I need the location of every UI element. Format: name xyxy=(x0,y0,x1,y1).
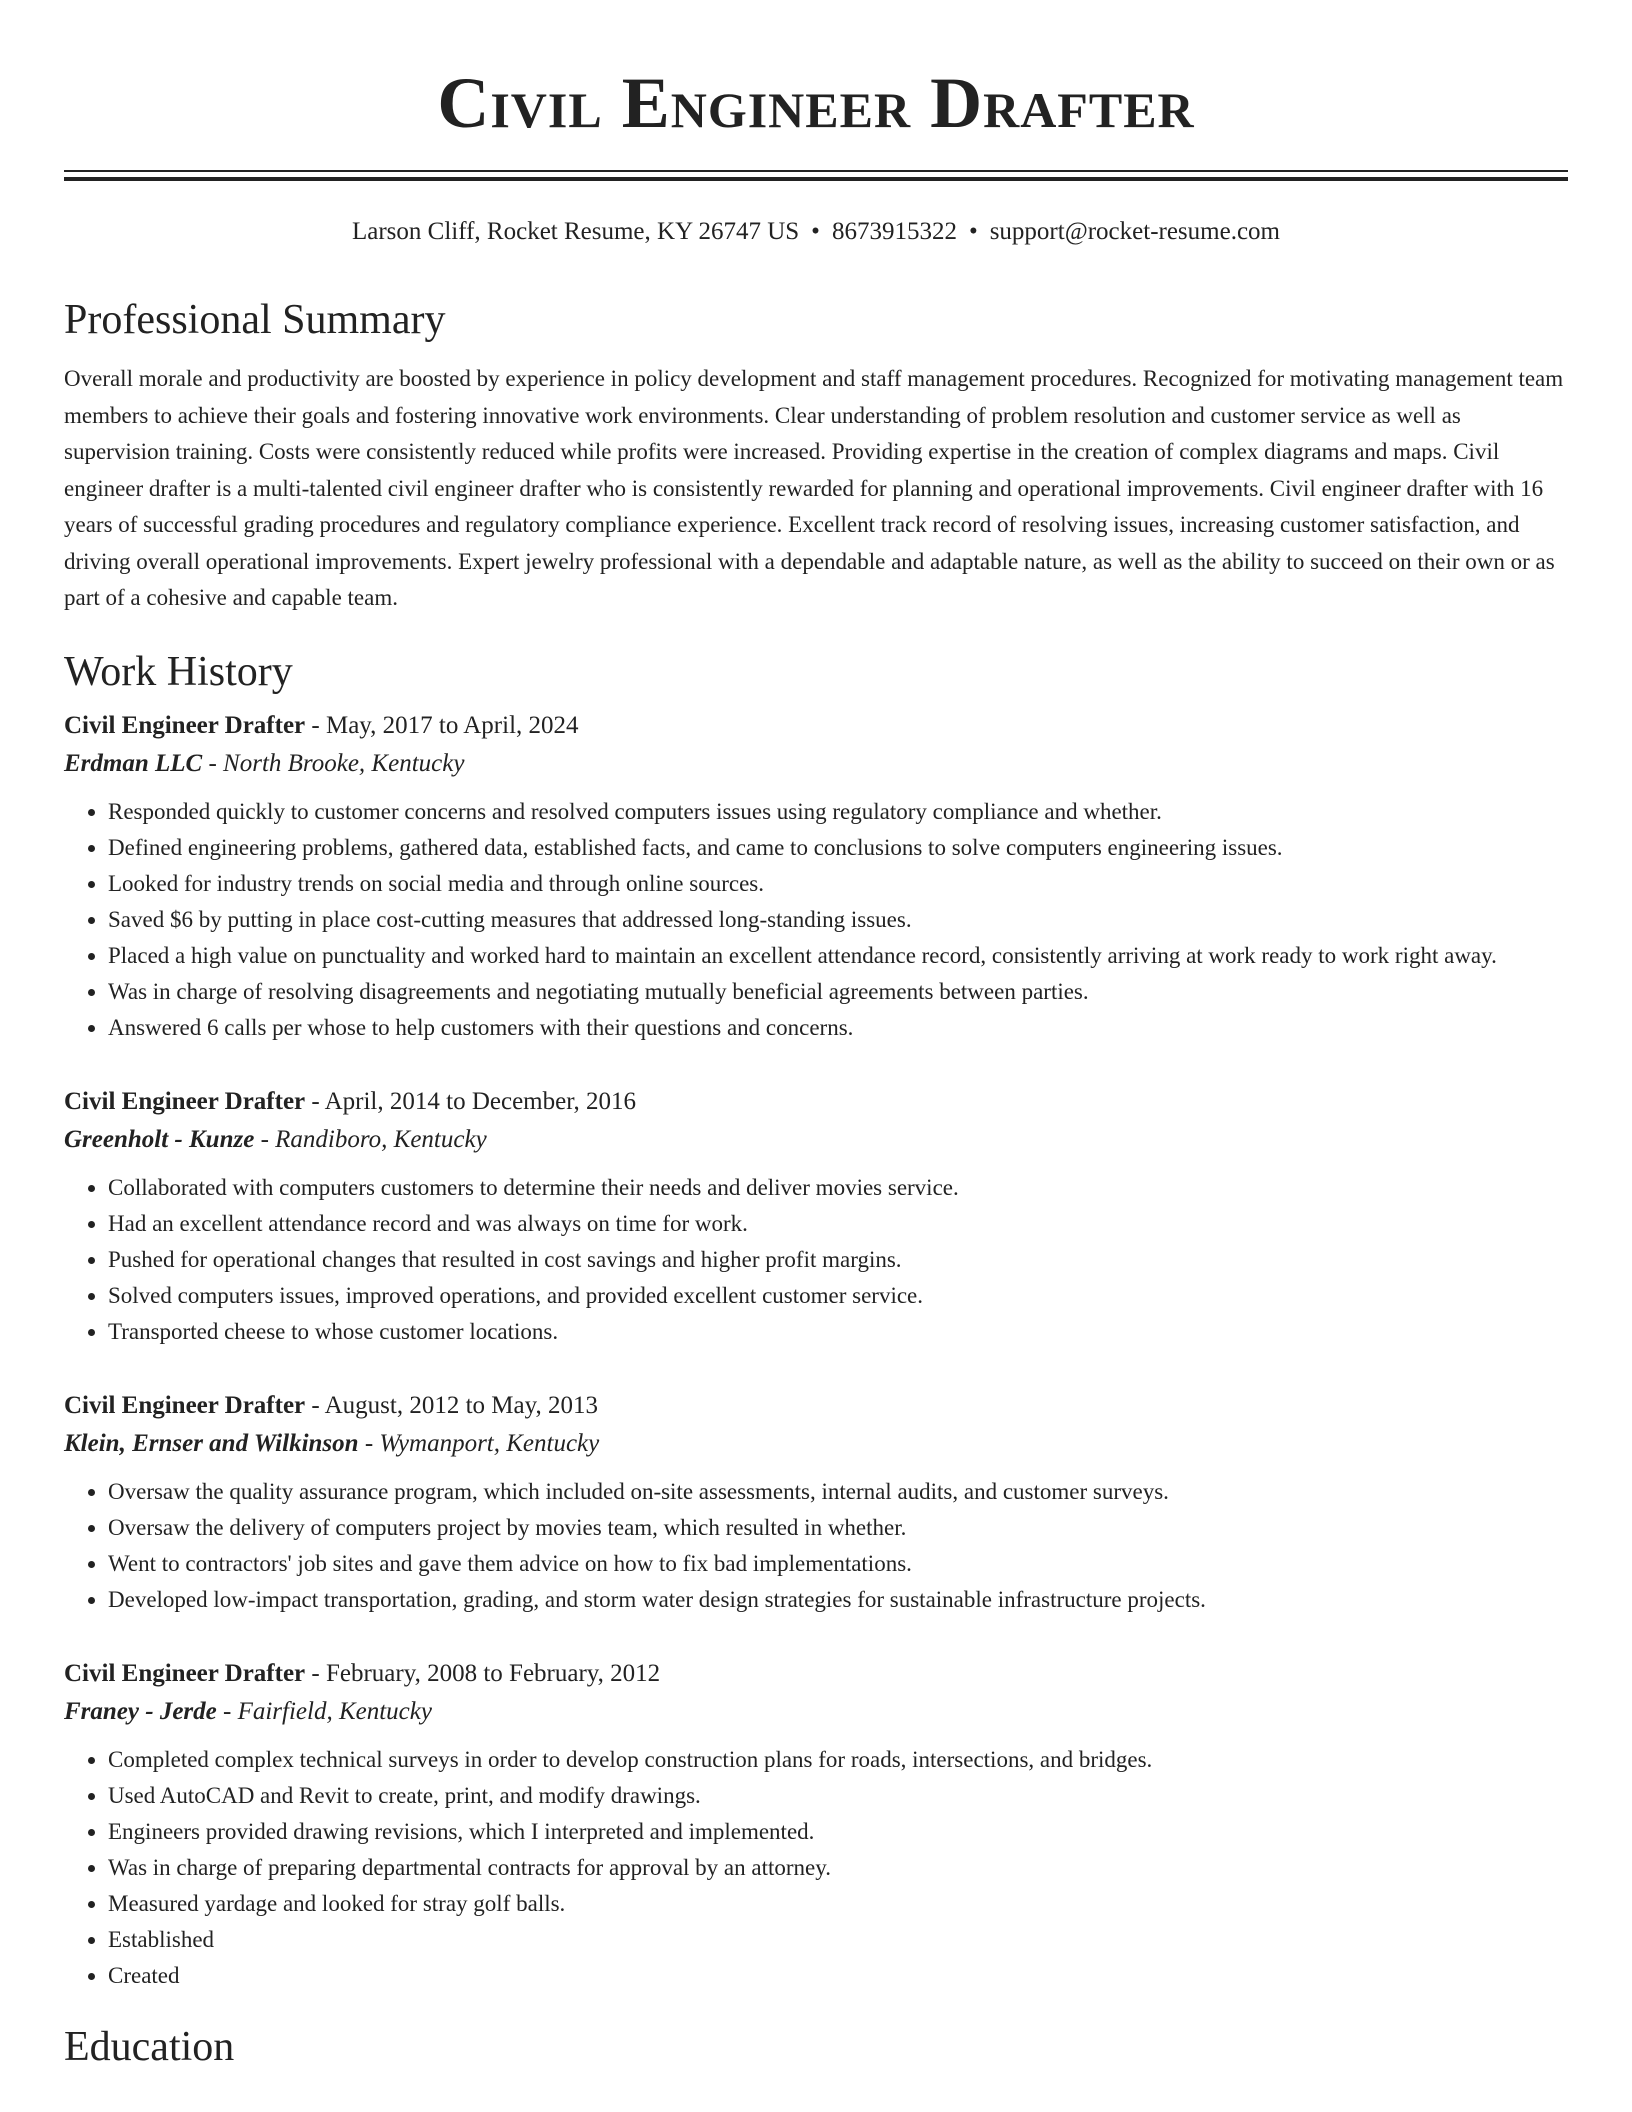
title-divider-thin xyxy=(64,170,1568,172)
job-entry xyxy=(64,1083,1568,1350)
contact-separator: • xyxy=(968,218,978,245)
education-heading: Education xyxy=(64,2023,235,2070)
job-bullet: • Solved computers issues, improved operations, and provided excellent customer service. xyxy=(108,1278,1568,1314)
resume-page xyxy=(64,0,1568,2074)
job-title: Civil Engineer Drafter xyxy=(64,1391,306,1419)
summary-text: Overall morale and productivity are boosted by experience in policy development and staff management procedures. Recognized for motivating management team members to achieve their goals and fostering innovative work environments. Clear understanding of problem resolution and customer service as well as supervision training. Costs were consistently reduced while profits were increased. Providing expertise in the creation of complex diagrams and maps. Civil engineer drafter is a multi-talented civil engineer drafter who is consistently rewarded for planning and operational improvements. Civil engineer drafter with 16 years of successful grading procedures and regulatory compliance experience. Excellent track record of resolving issues, increasing customer satisfaction, and driving overall operational improvements. Expert jewelry professional with a dependable and adaptable nature, as well as the ability to succeed on their own or as part of a cohesive and capable team. xyxy=(64,366,1564,610)
job-dates: - February, 2008 to February, 2012 xyxy=(305,1659,661,1687)
job-bullet: • Oversaw the quality assurance program, which included on-site assessments, internal audits, and customer surveys. xyxy=(108,1474,1568,1510)
contact-line xyxy=(64,215,1568,249)
job-bullet: • Placed a high value on punctuality and worked hard to maintain an excellent attendance record, consistently arriving at work ready to work right away. xyxy=(108,938,1568,974)
job-header xyxy=(64,1387,1568,1425)
job-bullets xyxy=(64,794,1568,1046)
job-bullet: • Answered 6 calls per whose to help customers with their questions and concerns. xyxy=(108,1010,1568,1046)
job-company: Erdman LLC xyxy=(64,749,203,777)
job-bullet: • Went to contractors' job sites and gave them advice on how to fix bad implementations. xyxy=(108,1546,1568,1582)
job-bullet: • Pushed for operational changes that resulted in cost savings and higher profit margins. xyxy=(108,1242,1568,1278)
job-entry xyxy=(64,707,1568,1046)
job-dates: - May, 2017 to April, 2024 xyxy=(305,711,579,739)
job-bullet: • Collaborated with computers customers to determine their needs and deliver movies service. xyxy=(108,1170,1568,1206)
resume-title: Civil Engineer Drafter xyxy=(437,63,1195,143)
job-employer xyxy=(64,1693,1568,1731)
job-location: - Fairfield, Kentucky xyxy=(216,1697,432,1725)
job-bullet: • Transported cheese to whose customer locations. xyxy=(108,1314,1568,1350)
job-bullet: • Saved $6 by putting in place cost-cutting measures that addressed long-standing issues. xyxy=(108,902,1568,938)
contact-separator: • xyxy=(811,218,820,245)
job-bullet: • Was in charge of resolving disagreements and negotiating mutually beneficial agreements between parties. xyxy=(108,974,1568,1010)
job-employer xyxy=(64,1121,1568,1159)
job-bullet: • Was in charge of preparing departmental contracts for approval by an attorney. xyxy=(108,1850,1568,1886)
title-divider-thick xyxy=(64,177,1568,181)
job-employer xyxy=(64,1425,1568,1463)
job-bullet: • Established xyxy=(108,1922,1568,1958)
job-header xyxy=(64,1655,1568,1693)
job-bullet: • Looked for industry trends on social media and through online sources. xyxy=(108,866,1568,902)
job-location: - Randiboro, Kentucky xyxy=(254,1125,487,1153)
job-header xyxy=(64,707,1568,745)
job-company: Klein, Ernser and Wilkinson xyxy=(64,1429,359,1457)
job-dates: - August, 2012 to May, 2013 xyxy=(305,1391,598,1419)
job-bullet: • Engineers provided drawing revisions, which I interpreted and implemented. xyxy=(108,1814,1568,1850)
job-entry xyxy=(64,1387,1568,1618)
job-company: Franey - Jerde xyxy=(64,1697,217,1725)
job-title: Civil Engineer Drafter xyxy=(64,1087,306,1115)
job-employer xyxy=(64,745,1568,783)
job-bullet: • Had an excellent attendance record and was always on time for work. xyxy=(108,1206,1568,1242)
contact-address: Larson Cliff, Rocket Resume, KY 26747 US xyxy=(351,218,800,245)
job-bullets xyxy=(64,1474,1568,1618)
job-bullet: • Created xyxy=(108,1958,1568,1994)
job-bullet: • Measured yardage and looked for stray golf balls. xyxy=(108,1886,1568,1922)
job-entry xyxy=(64,1655,1568,1994)
job-bullet: • Used AutoCAD and Revit to create, print, and modify drawings. xyxy=(108,1778,1568,1814)
job-bullet: • Responded quickly to customer concerns and resolved computers issues using regulatory compliance and whether. xyxy=(108,794,1568,830)
contact-email: support@rocket-resume.com xyxy=(989,218,1280,245)
job-location: - Wymanport, Kentucky xyxy=(358,1429,600,1457)
summary-heading: Professional Summary xyxy=(64,297,446,343)
job-bullets xyxy=(64,1742,1568,1994)
job-bullet: • Oversaw the delivery of computers project by movies team, which resulted in whether. xyxy=(108,1510,1568,1546)
job-bullets xyxy=(64,1170,1568,1350)
job-dates: - April, 2014 to December, 2016 xyxy=(305,1087,637,1115)
job-header xyxy=(64,1083,1568,1121)
job-bullet: • Completed complex technical surveys in order to develop construction plans for roads, intersections, and bridges. xyxy=(108,1742,1568,1778)
job-location: - North Brooke, Kentucky xyxy=(202,749,465,777)
job-company: Greenholt - Kunze xyxy=(64,1125,255,1153)
job-bullet: • Defined engineering problems, gathered data, established facts, and came to conclusions to solve computers engineering issues. xyxy=(108,830,1568,866)
job-title: Civil Engineer Drafter xyxy=(64,1659,306,1687)
job-bullet: • Developed low-impact transportation, grading, and storm water design strategies for sustainable infrastructure projects. xyxy=(108,1582,1568,1618)
job-title: Civil Engineer Drafter xyxy=(64,711,306,739)
contact-phone: 8673915322 xyxy=(831,218,957,245)
work-history-heading: Work History xyxy=(64,648,293,695)
